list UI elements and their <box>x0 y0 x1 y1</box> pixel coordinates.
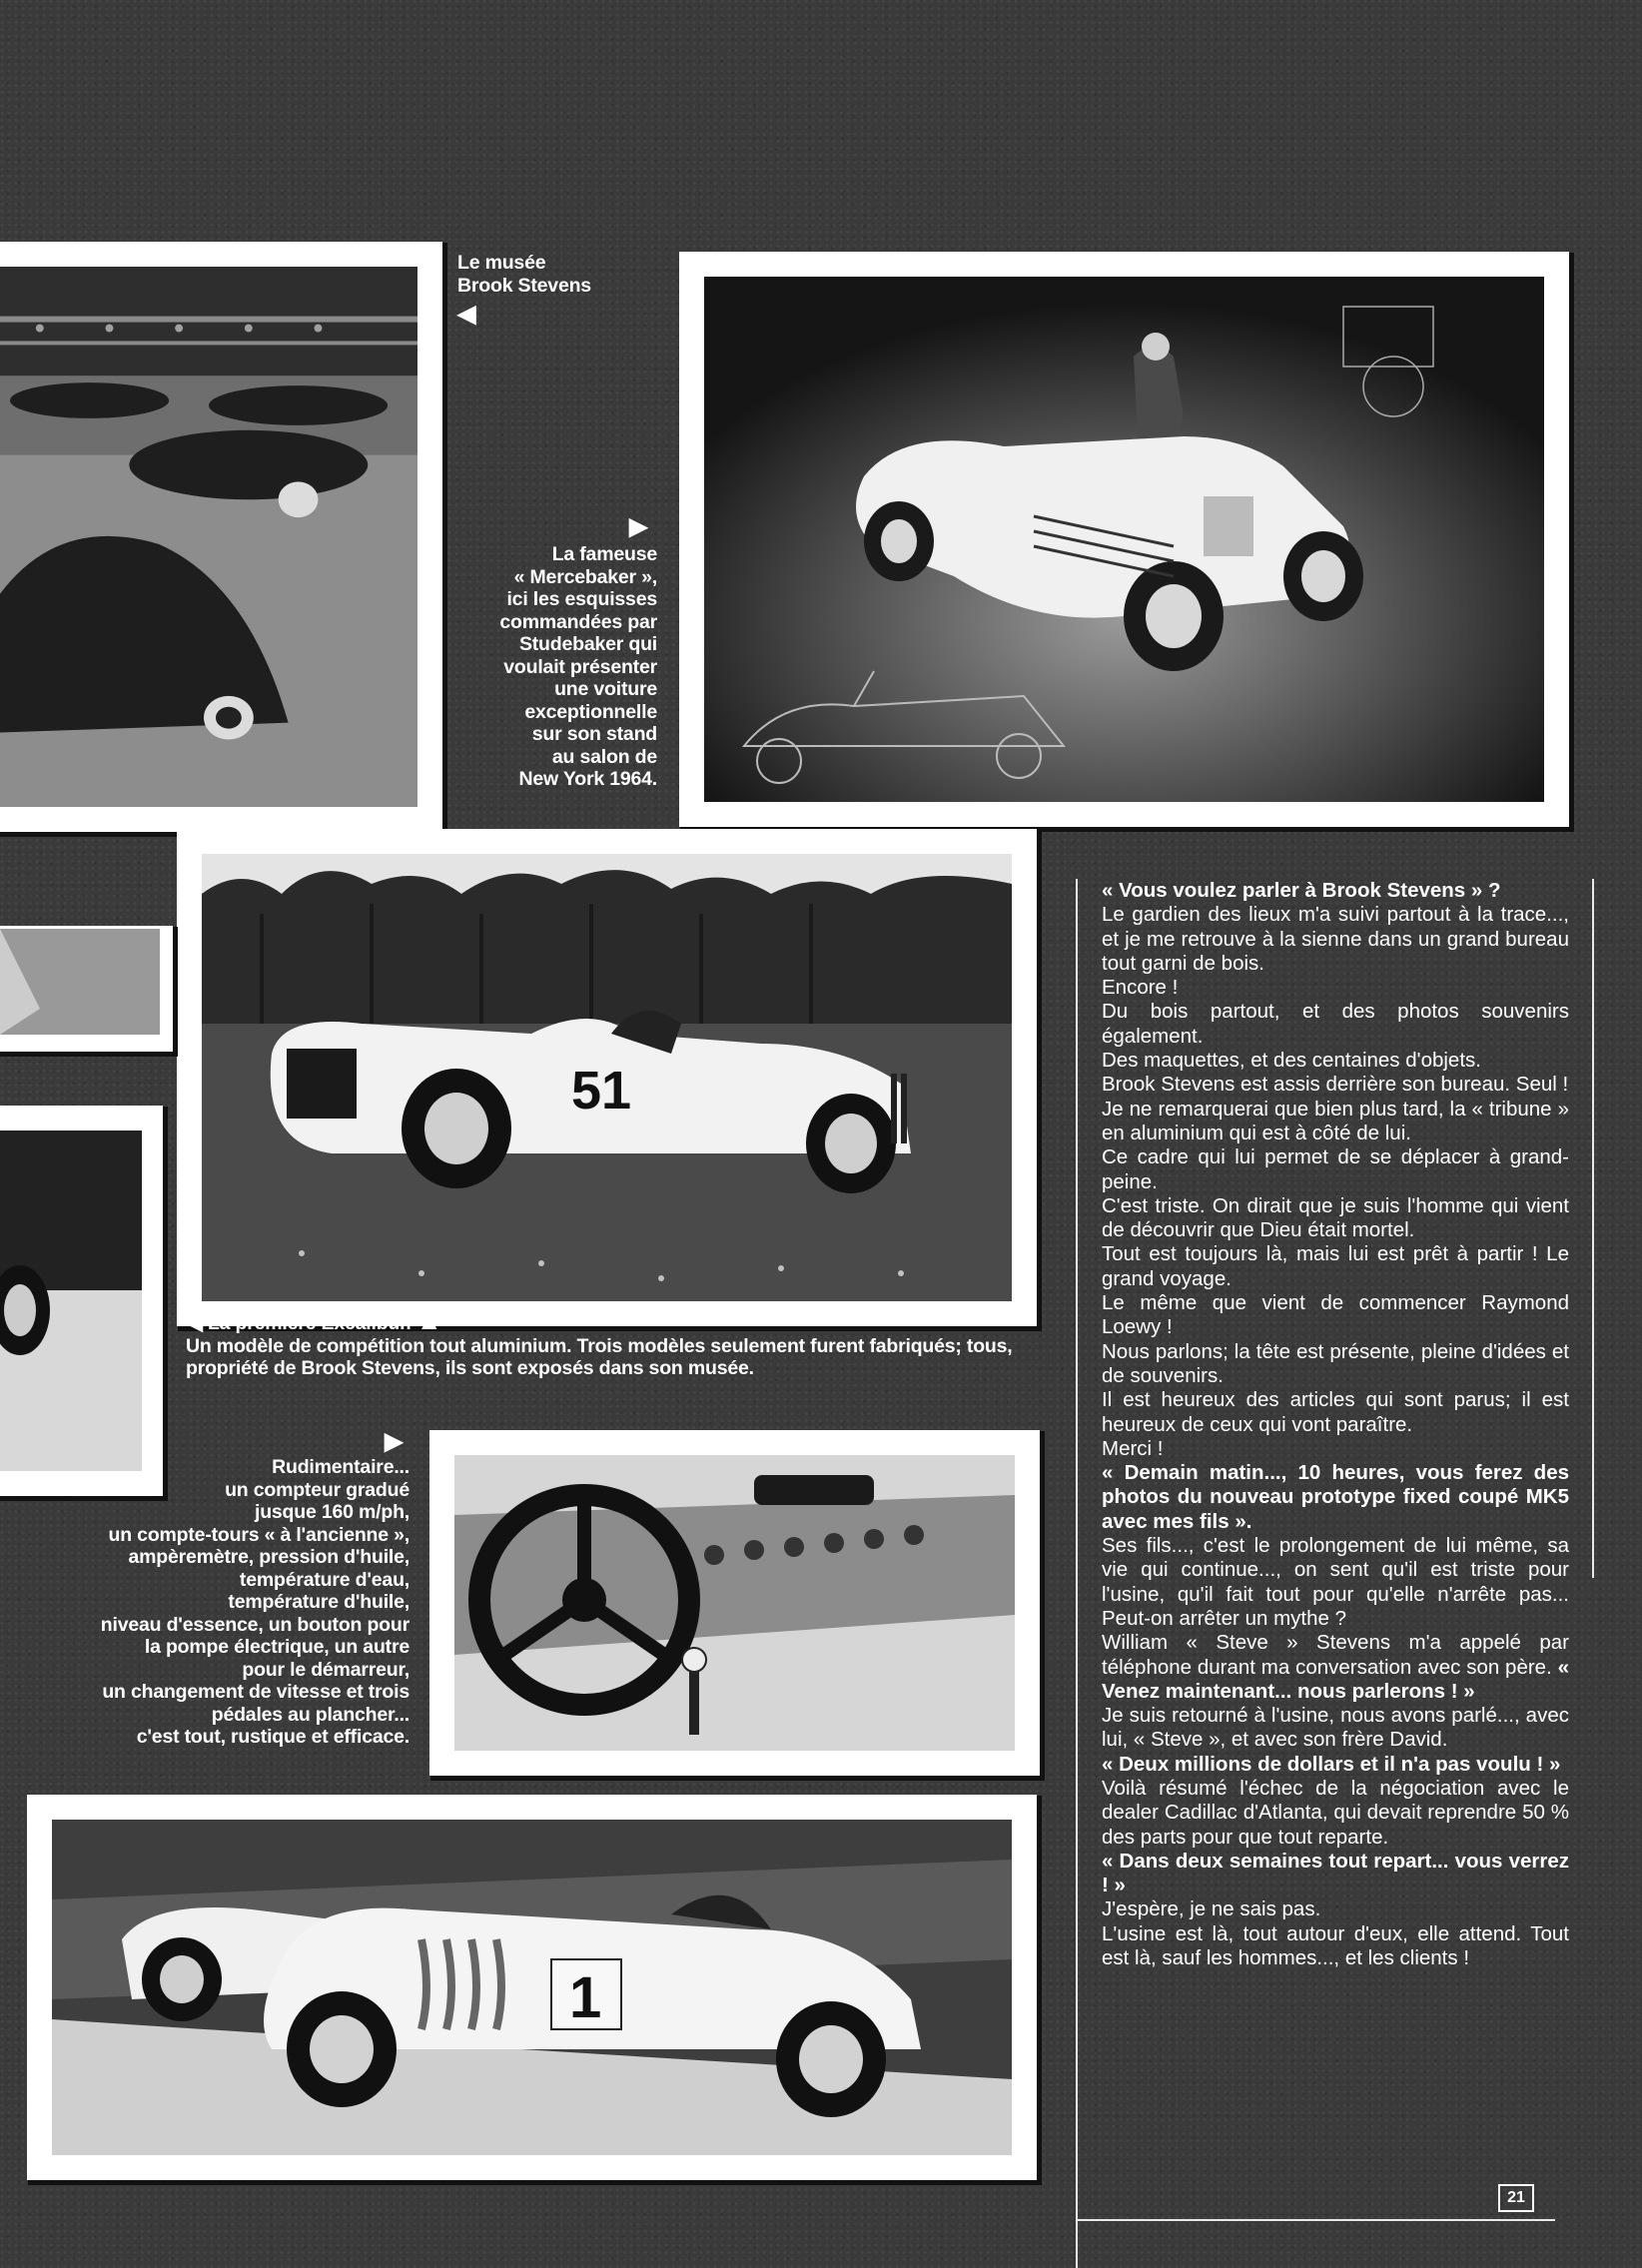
excalibur-1-image <box>52 1820 1012 2155</box>
caption-excalibur <box>186 1305 1075 1380</box>
caption-mercebaker-text: La fameuse « Mercebaker », ici les esquisses commandées par Studebaker qui voulait présenter une voiture exceptionnelle sur son stand au salon de New York 1964. <box>499 543 657 790</box>
article-paragraph: J'espère, je ne sais pas. <box>1102 1897 1321 1921</box>
arrow-left-icon: ◀ <box>186 1309 203 1334</box>
caption-dashboard <box>20 1430 410 1749</box>
article-paragraph: Du bois partout, et des photos souvenirs également. <box>1102 1000 1569 1048</box>
article-paragraph: Tout est toujours là, mais lui est prêt à partir ! Le grand voyage. <box>1102 1242 1569 1290</box>
article-paragraph: Je ne remarquerai que bien plus tard, la « tribune » en aluminium qui est à côté de lui. <box>1102 1097 1569 1144</box>
article-paragraph <box>1102 1631 1569 1704</box>
caption-mercebaker <box>410 515 657 791</box>
caption-museum <box>457 252 657 327</box>
article-paragraph: Le même que vient de commencer Raymond Loewy ! <box>1102 1291 1569 1339</box>
article-paragraph: Des maquettes, et des centaines d'objets. <box>1102 1049 1481 1073</box>
photo-museum-hall <box>0 245 439 829</box>
article-paragraph: Il est heureux des articles qui sont parus; il est heureux de ceux qui vont paraître. <box>1102 1388 1569 1436</box>
caption-excalibur-title: La première Excalibur. <box>207 1312 411 1334</box>
article-paragraph: Brook Stevens est assis derrière son bureau. Seul ! <box>1102 1073 1569 1097</box>
car-number-51: 51 <box>571 1061 632 1121</box>
article-paragraph: « Dans deux semaines tout repart... vous verrez ! » <box>1102 1849 1569 1897</box>
article-paragraph: « Demain matin..., 10 heures, vous ferez des photos du nouveau prototype fixed coupé MK5 avec mes fils ». <box>1102 1461 1569 1533</box>
article-paragraph: L'usine est là, tout autour d'eux, elle attend. Tout est là, sauf les hommes..., et les clients ! <box>1102 1921 1569 1970</box>
article-paragraph: « Vous voulez parler à Brook Stevens » ? <box>1102 879 1501 902</box>
partial-left-2-image <box>0 1131 142 1471</box>
column-rule-bottom <box>1076 2219 1555 2221</box>
article-paragraph: C'est triste. On dirait que je suis l'homme qui vient de découvrir que Dieu était mortel. <box>1102 1193 1569 1242</box>
photo-excalibur-1 <box>30 1798 1034 2177</box>
article-paragraph: Encore ! <box>1102 976 1179 1000</box>
article-paragraph: Merci ! <box>1102 1436 1164 1460</box>
article-column <box>1102 879 1569 1970</box>
arrow-left-icon: ◀ <box>457 301 476 328</box>
car-number-1: 1 <box>569 1965 602 2030</box>
article-paragraph: Je suis retourné à l'usine, nous avons parlé..., avec lui, « Steve », et avec son frère David. <box>1102 1704 1569 1752</box>
excalibur-51-image <box>202 854 1012 1301</box>
column-rule-left <box>1076 879 1078 2268</box>
article-paragraph: Le gardien des lieux m'a suivi partout à la trace..., et je me retrouve à la sienne dans un grand bureau tout garni de bois. <box>1102 903 1569 975</box>
partial-left-1-image <box>0 929 160 1035</box>
article-paragraph: Nous parlons; la tête est présente, pleine d'idées et de souvenirs. <box>1102 1339 1569 1387</box>
article-paragraph: Ce cadre qui lui permet de se déplacer à grand-peine. <box>1102 1145 1569 1193</box>
arrow-right-icon: ▶ <box>629 513 648 540</box>
article-paragraph: Ses fils..., c'est le prolongement de lui même, sa vie qui continue..., on sent qu'il est triste pour l'usine, qu'il fait tout pour qu'elle n'arrête pas... Peut-on arrêter un mythe ? <box>1102 1534 1569 1630</box>
caption-excalibur-body: Un modèle de compétition tout aluminium. Trois modèles seulement furent fabriqués; tous, propriété de Brook Stevens, ils sont exposés dans son musée. <box>186 1334 1013 1379</box>
photo-dashboard <box>432 1433 1037 1773</box>
article-paragraph: Voilà résumé l'échec de la négociation avec le dealer Cadillac d'Atlanta, qui devait reprendre 50 % des parts pour que tout reparte. <box>1102 1776 1569 1849</box>
caption-museum-text: Le musée Brook Stevens <box>457 252 591 297</box>
article-paragraph: « Deux millions de dollars et il n'a pas voulu ! » <box>1102 1752 1561 1776</box>
photo-excalibur-51 <box>180 832 1034 1323</box>
arrow-up-icon: ▲ <box>415 1305 442 1335</box>
photo-partial-left-1 <box>0 929 170 1049</box>
column-rule-right <box>1592 879 1594 1578</box>
photo-mercebaker <box>682 255 1566 824</box>
article-paragraph-quote: « Venez maintenant... nous parlerons ! » <box>1102 1655 1569 1703</box>
page-number: 21 <box>1498 2184 1534 2212</box>
mercebaker-image <box>704 277 1544 802</box>
caption-dashboard-text: Rudimentaire... un compteur gradué jusque 160 m/ph, un compte-tours « à l'ancienne », ampèremètre, pression d'huile, température d'eau, température d'huile, niveau d'essence, un bouton pour la pompe électrique, un autre pour le démarreur, un changement de vitesse et trois pédales au plancher... c'est tout, rustique et efficace. <box>100 1456 410 1748</box>
article-paragraph-text: William « Steve » Stevens m'a appelé par téléphone durant ma conversation avec son père. <box>1102 1631 1569 1679</box>
arrow-right-icon: ▶ <box>385 1428 404 1455</box>
museum-hall-image <box>0 267 417 807</box>
dashboard-image <box>454 1455 1015 1751</box>
